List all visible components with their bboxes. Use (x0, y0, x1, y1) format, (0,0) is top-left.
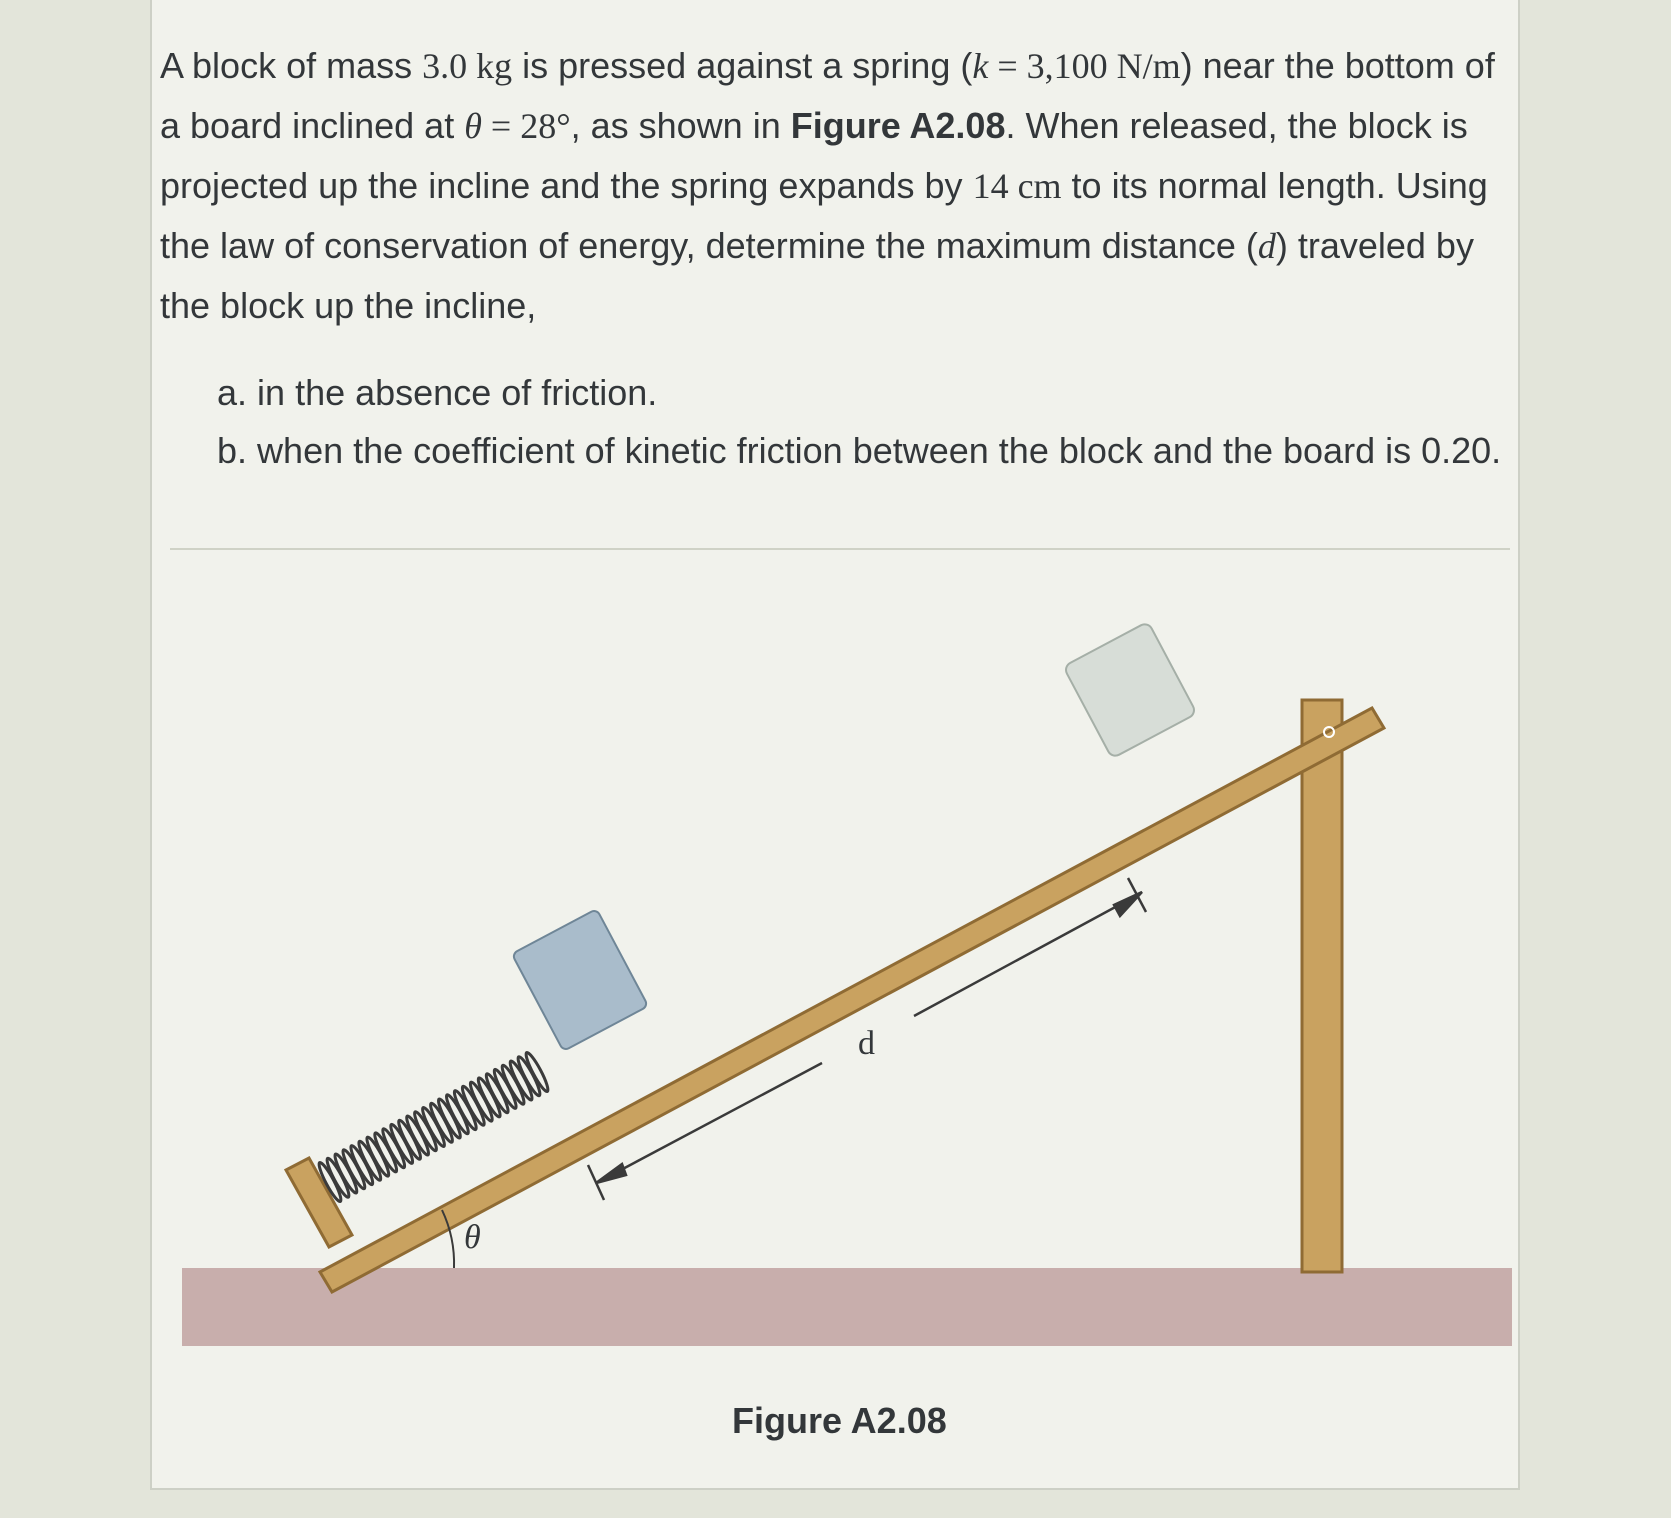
problem-text: A block of mass 3.0 kg is pressed against a spring (k = 3,100 N/m) near the bottom of a board inclined at θ = 28°, as shown in Figure A2.08. When released, the block is projected up the incline and the spring expands by 14 cm to its normal length. Using the law of conservation of energy, determine the maximum distance (d) traveled by the block up the incline, (160, 45, 1495, 326)
problem-card (150, 0, 1520, 1490)
inclined-board (320, 708, 1384, 1292)
ground (182, 1268, 1512, 1346)
block-end (1063, 622, 1197, 759)
support-post (1302, 700, 1342, 1272)
problem-statement (160, 36, 1520, 336)
distance-label: d (858, 1025, 875, 1062)
spring-stopper (286, 1158, 352, 1247)
angle-label: θ (464, 1219, 481, 1256)
question-parts (217, 364, 1501, 480)
block-start (512, 909, 648, 1051)
part-a: a. in the absence of friction. (217, 372, 658, 413)
figure-caption: Figure A2.08 (732, 1400, 947, 1441)
part-b: b. when the coefficient of kinetic friction between the block and the board is 0.20. (217, 430, 1502, 471)
figure-reference: Figure A2.08 (790, 105, 1006, 146)
section-divider (170, 548, 1510, 550)
incline-figure (152, 560, 1522, 1380)
